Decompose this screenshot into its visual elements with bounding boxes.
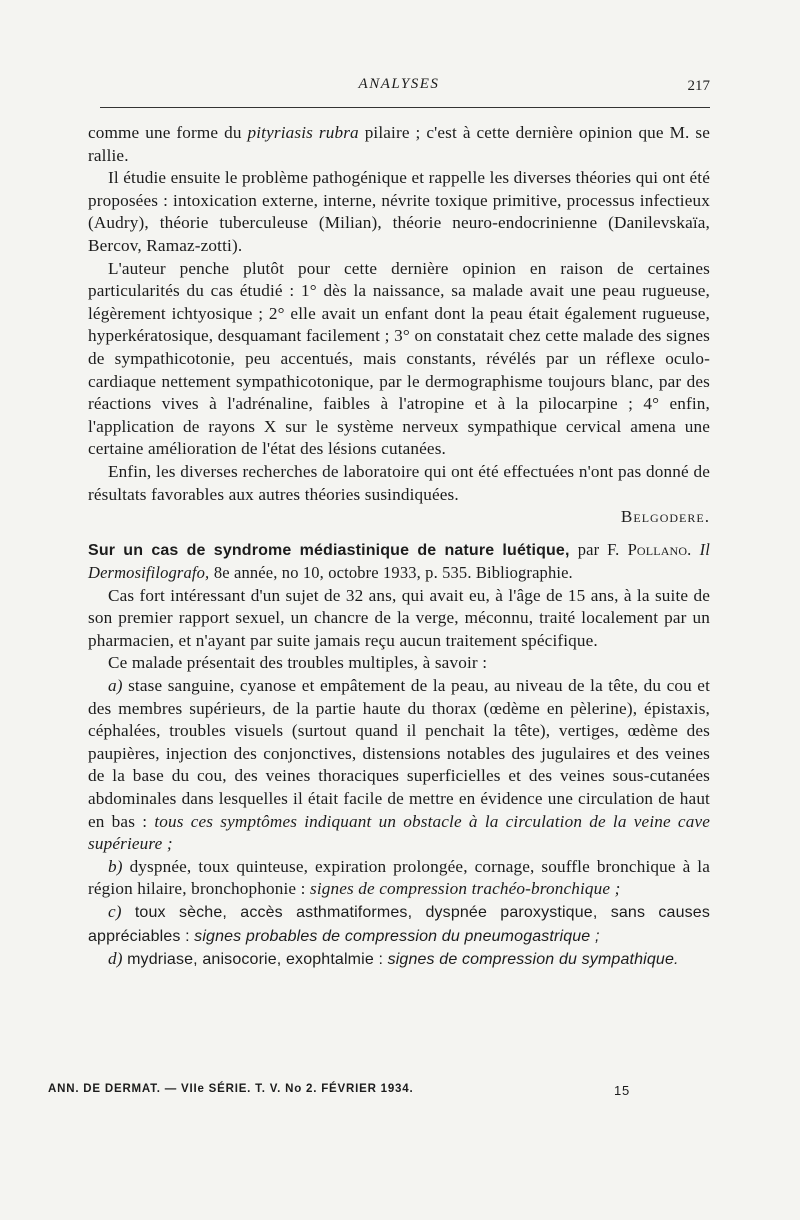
italic-text: signes de compression du sympathique. (387, 951, 679, 969)
header-rule (100, 107, 710, 108)
page-number: 217 (687, 78, 710, 94)
symptom-item-c (88, 901, 710, 948)
item-label: a) (108, 676, 123, 696)
text: pilaire ; c'est à cette dernière opinion que M. se rallie. (88, 123, 710, 165)
symptom-item-a (88, 675, 710, 856)
paragraph-case: Cas fort intéressant d'un sujet de 32 ans, qui avait eu, à l'âge de 15 ans, à la suite de son premier rapport sexuel, un chancre de la verge, méconnu, traité localement par un pharmacien, et n'ayant par suite jamais reçu aucun traitement spécifique. (88, 585, 710, 650)
paragraph-opinion: L'auteur penche plutôt pour cette dernière opinion en raison de certaines particularités du cas étudié : 1° dès la naissance, sa malade avait une peau rugueuse, légèrement ichtyosique ; 2° elle avait un enfant dont la peau était également rugueuse, hyperkératosique, desquamant facilement ; 3° on constatait chez cette malade des signes de sympathicotonie, peu accentués, mais constants, révélés par un réflexe oculo-cardiaque nettement sympathicotonique, par le dermographisme toujours blanc, par des réactions vives à l'adrénaline, faibles à l'atropine et à la pilocarpine ; 4° enfin, l'application de rayons X sur le système nerveux sympathique cervical amena une certaine amélioration de l'état des lésions cutanées. (88, 258, 710, 459)
symptom-item-b (88, 856, 710, 901)
paragraph-continuation (88, 122, 710, 167)
text: dyspnée, toux quinteuse, expiration prolongée, cornage, souffle bronchique à la région hilaire, bronchophonie : (88, 856, 710, 899)
italic-text: tous ces symptômes indiquant un obstacle à la circulation de la veine cave supérieure ; (88, 811, 711, 854)
item-label: d) (108, 949, 123, 969)
page (88, 70, 711, 969)
byline: par F. (577, 539, 620, 559)
page-footer (48, 1083, 630, 1098)
italic-text: signes de compression trachéo-bronchique ; (309, 879, 621, 899)
signature: Belgodere. (620, 507, 710, 527)
footer-number: 15 (613, 1083, 630, 1098)
italic-text: pityriasis rubra (247, 123, 359, 142)
footer-citation: ANN. DE DERMAT. — VIIe SÉRIE. T. V. No 2. FÉVRIER 1934. (48, 1083, 414, 1095)
italic-text: signes probables de compression du pneumogastrique ; (194, 927, 600, 945)
text: comme une forme du (88, 123, 242, 142)
text: toux sèche, accès asthmatiformes, dyspnée paroxystique, sans causes appréciables : (88, 904, 711, 945)
journal-name: Il Dermosifilografo, (88, 539, 710, 582)
running-header (88, 70, 710, 104)
page-body (88, 122, 710, 972)
paragraph-laboratory: Enfin, les diverses recherches de laboratoire qui ont été effectuées n'ont pas donné de résultats favorables aux autres théories susindiquées. (88, 461, 710, 504)
header-title: ANALYSES (358, 76, 440, 92)
item-label: c) (108, 902, 122, 921)
text: stase sanguine, cyanose et empâtement de la peau, au niveau de la tête, du cou et des membres supérieurs, de la partie haute du thorax (œdème en pèlerine), épistaxis, céphalées, troubles visuels (surtout quand il penchait la tête), vertiges, œdème des paupières, injection des conjonctives, distensions notables des jugulaires et des veines de la base du cou, des veines thoraciques superficielles et des veines sous-cutanées abdominales dans lesquelles il était facile de mettre en évidence une circulation de haut en bas : (88, 676, 710, 831)
paragraph-pathogeny: Il étudie ensuite le problème pathogénique et rappelle les diverses théories qui ont été proposées : intoxication externe, interne, névrite toxique primitive, processus infectieux (Audry), théorie tuberculeuse (Milian), théorie neuro-endocrinienne (Danilevskaïa, Bercov, Ramaz-zotti). (88, 168, 710, 255)
article-title: Sur un cas de syndrome médiastinique de nature luétique, (88, 541, 570, 559)
article-heading (88, 539, 710, 585)
article-details: 8e année, no 10, octobre 1933, p. 535. Bibliographie. (213, 562, 573, 582)
paragraph-symptoms-intro: Ce malade présentait des troubles multiples, à savoir : (108, 653, 488, 673)
article-author: Pollano. (627, 539, 692, 559)
item-label: b) (108, 856, 123, 876)
symptom-item-d (88, 948, 710, 972)
text: mydriase, anisocorie, exophtalmie : (127, 951, 384, 969)
